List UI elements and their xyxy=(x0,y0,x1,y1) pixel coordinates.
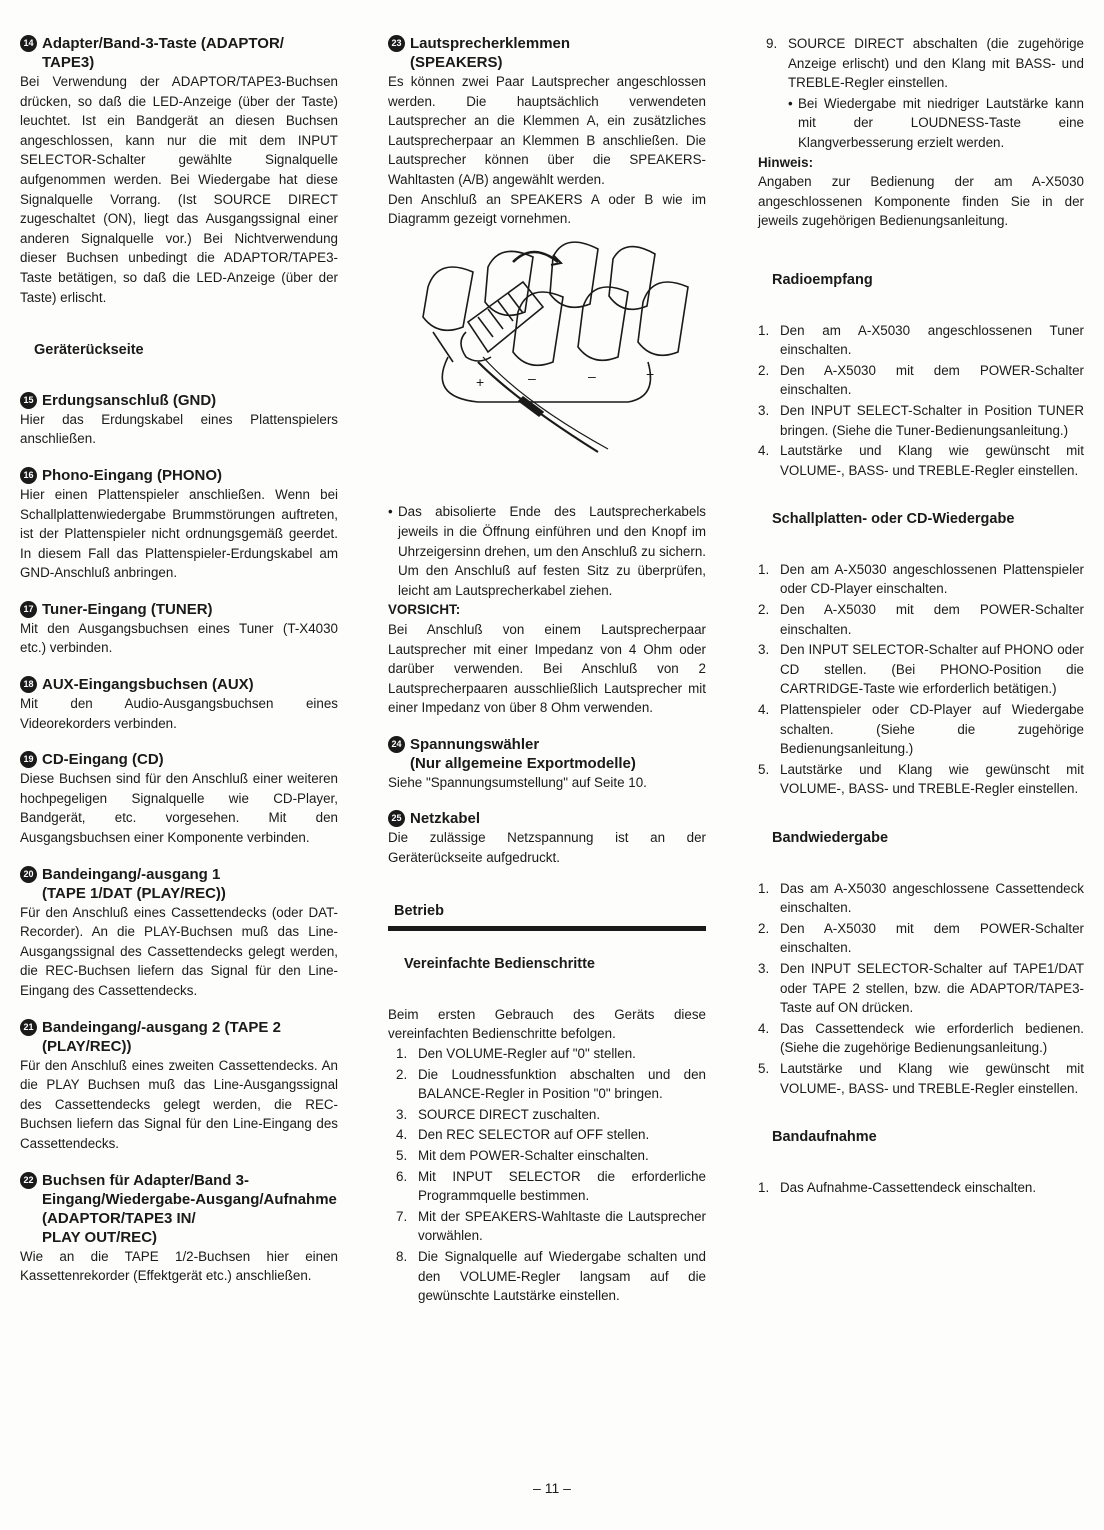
list-item xyxy=(758,560,1084,599)
step-text: Den A-X5030 mit dem POWER-Schalter einschalten. xyxy=(780,920,1084,956)
caution-text: Bei Anschluß von einem Lautsprecherpaar Lautsprecher mit einer Impedanz von 4 Ohm oder darüber verwenden. Bei Anschluß von 2 Lautsprecherpaaren ausschließlich Lautsprecher mit einer Impedanz von über 8 Ohm verwenden. xyxy=(388,621,706,716)
bullet-text: Das abisolierte Ende des Lautsprecherkabels jeweils in die Öffnung einführen und den Knopf im Uhrzeigersinn drehen, um den Anschluß zu sichern. Um den Anschluß auf festen Sitz zu überprüfen, leicht am Lautsprecherkabel ziehen. xyxy=(398,504,706,598)
list-item xyxy=(396,1146,706,1166)
note-text: Angaben zur Bedienung der am A-X5030 angeschlossenen Komponente finden Sie in der jeweils zugehörigen Bedienungsanleitung. xyxy=(758,174,1084,229)
step-number: 4. xyxy=(758,1020,770,1036)
list-item xyxy=(396,1065,706,1104)
item-heading: Tuner-Eingang (TUNER) xyxy=(42,600,213,618)
bullet-text: Bei Wiedergabe mit niedriger Lautstärke kann mit der LOUDNESS-Taste eine Klangverbesserung erzielt werden. xyxy=(798,95,1084,150)
number-badge-24: 24 xyxy=(388,736,405,753)
section-heading-radio: Radioempfang xyxy=(772,271,873,288)
step-text: Den A-X5030 mit dem POWER-Schalter einschalten. xyxy=(780,362,1084,398)
step-number: 2. xyxy=(396,1066,408,1082)
bullet-note: • Das abisolierte Ende des Lautsprecherkabels jeweils in die Öffnung einführen und den Knopf im Uhrzeigersinn drehen, um den Anschluß zu sichern. Um den Anschluß auf festen Sitz zu überprüfen, leicht am Lautsprecherkabel ziehen. xyxy=(388,502,706,600)
item-text: Für den Anschluß eines zweiten Cassettendecks. An die PLAY Buchsen muß das Line-Ausgangssignal des Cassettendecks gelegt werden, die REC-Buchsen liefern das Signal für den Line-Eingang des Cassettendecks. xyxy=(20,1057,338,1151)
section-heading-records: Schallplatten- oder CD-Wiedergabe xyxy=(772,511,1015,528)
item-text: Siehe "Spannungsumstellung" auf Seite 10. xyxy=(388,774,647,790)
subsection-heading-simple-steps: Vereinfachte Bedienschritte xyxy=(404,956,595,973)
step-text: SOURCE DIRECT zuschalten. xyxy=(418,1106,601,1122)
step-text: Die Signalquelle auf Wiedergabe schalten und den VOLUME-Regler langsam auf die gewünschte Lautstärke einstellen. xyxy=(418,1248,706,1304)
item-15 xyxy=(20,391,338,449)
list-item: 9. SOURCE DIRECT abschalten (die zugehörige Anzeige erlischt) und den Klang mit BASS- und TREBLE-Regler einstellen. xyxy=(766,36,1084,91)
item-heading: Erdungsanschluß (GND) xyxy=(42,391,217,409)
item-heading: AUX-Eingangsbuchsen (AUX) xyxy=(42,676,254,694)
number-badge-17: 17 xyxy=(20,601,37,618)
list-item xyxy=(758,959,1084,1018)
item-text: Mit den Ausgangsbuchsen eines Tuner (T-X4030 etc.) verbinden. xyxy=(20,620,338,656)
number-badge-16: 16 xyxy=(20,467,37,484)
tape-rec-steps-list xyxy=(758,1178,1084,1198)
simple-steps-list xyxy=(396,1044,706,1306)
number-badge-19: 19 xyxy=(20,751,37,768)
list-item xyxy=(396,1207,706,1246)
item-text: Es können zwei Paar Lautsprecher angeschlossen werden. Die hauptsächlich verwendeten Lautsprecher an die Klemmen A, ein zusätzliches Lautsprecherpaar an Klemmen B anschließen. Die Lautsprecher können über die SPEAKERS-Wahltasten (A/B) angewählt werden. Den Anschluß an SPEAKERS A oder B wie im Diagramm gezeigt vornehmen. xyxy=(388,74,706,227)
list-item xyxy=(758,1059,1084,1098)
list-item xyxy=(758,600,1084,639)
step-text: Den INPUT SELECTOR-Schalter auf TAPE1/DAT oder TAPE 2 stellen, bzw. die ADAPTOR/TAPE3-Taste auf ON drücken. xyxy=(780,960,1084,1016)
list-item xyxy=(758,640,1084,699)
list-item xyxy=(758,361,1084,400)
step-number: 6. xyxy=(396,1168,408,1184)
item-14 xyxy=(20,34,338,307)
item-21 xyxy=(20,1018,338,1154)
step-number: 1. xyxy=(758,561,770,577)
step-text: Den INPUT SELECTOR-Schalter auf PHONO oder CD stellen. (Bei PHONO-Position die CARTRIDGE-Taste wie erforderlich betätigen.) xyxy=(780,642,1084,697)
number-badge-18: 18 xyxy=(20,676,37,693)
list-item xyxy=(758,321,1084,360)
bullet-note: • Bei Wiedergabe mit niedriger Lautstärke kann mit der LOUDNESS-Taste eine Klangverbesserung erzielt werden. xyxy=(788,94,1084,153)
step-number: 5. xyxy=(396,1148,408,1163)
item-24 xyxy=(388,735,706,793)
step-number: 4. xyxy=(758,702,770,718)
section-heading-tape-play: Bandwiedergabe xyxy=(772,830,889,846)
svg-text:–: – xyxy=(528,369,536,386)
item-text: Mit den Audio-Ausgangsbuchsen eines Videorekorders verbinden. xyxy=(20,696,338,731)
section-heading-rear: Geräterückseite xyxy=(34,342,144,359)
step-text: Den am A-X5030 angeschlossenen Plattenspieler oder CD-Player einschalten. xyxy=(780,561,1084,597)
list-item xyxy=(758,401,1084,440)
item-text: Hier einen Plattenspieler anschließen. Wenn bei Schallplattenwiedergabe Brummstörungen auftreten, ist der Plattenspieler nicht ordnungsgemäß geerdet. In diesem Fall das Plattenspieler-Erdungskabel am GND-Anschluß anbringen. xyxy=(20,486,338,581)
number-badge-25: 25 xyxy=(388,810,405,827)
item-heading: CD-Eingang (CD) xyxy=(42,751,164,769)
column-right xyxy=(758,34,1084,1198)
item-heading: Netzkabel xyxy=(410,810,481,828)
step-number: 3. xyxy=(758,402,770,418)
step-number: 3. xyxy=(396,1106,408,1122)
step-text: Mit der SPEAKERS-Wahltaste die Lautsprecher vorwählen. xyxy=(418,1208,706,1244)
svg-text:+: + xyxy=(476,373,485,390)
item-text: Die zulässige Netzspannung ist an der Geräterückseite aufgedruckt. xyxy=(388,830,706,866)
speaker-terminal-diagram xyxy=(388,237,706,493)
item-19 xyxy=(20,750,338,847)
step-text: Lautstärke und Klang wie gewünscht mit VOLUME-, BASS- und TREBLE-Regler einstellen. xyxy=(780,761,1084,797)
number-badge-23: 23 xyxy=(388,35,405,52)
step-text: Lautstärke und Klang wie gewünscht mit VOLUME-, BASS- und TREBLE-Regler einstellen. xyxy=(780,443,1084,478)
step-text: Das Cassettendeck wie erforderlich bedienen. (Siehe die zugehörige Bedienungsanleitung.) xyxy=(780,1020,1084,1056)
column-left xyxy=(20,34,338,1303)
section-heading-tape-rec: Bandaufnahme xyxy=(772,1129,877,1146)
records-steps-list xyxy=(758,560,1084,799)
list-item xyxy=(758,1178,1084,1198)
note-title: Hinweis: xyxy=(758,154,814,170)
step-text: Das Aufnahme-Cassettendeck einschalten. xyxy=(780,1179,1037,1195)
list-item xyxy=(396,1044,706,1064)
section-heading-operation: Betrieb xyxy=(388,902,706,932)
item-heading: Bandeingang/-ausgang 1 (TAPE 1/DAT (PLAY/REC)) xyxy=(42,865,226,902)
svg-text:+: + xyxy=(646,365,655,382)
item-18 xyxy=(20,675,338,733)
item-heading: Bandeingang/-ausgang 2 (TAPE 2 (PLAY/REC)) xyxy=(42,1018,281,1055)
step-text: Den REC SELECTOR auf OFF stellen. xyxy=(418,1127,650,1143)
step-text: Das am A-X5030 angeschlossene Cassettendeck einschalten. xyxy=(780,880,1084,916)
step-text: Mit INPUT SELECTOR die erforderliche Programmquelle bestimmen. xyxy=(418,1168,706,1204)
page-number: – 11 – xyxy=(533,1480,571,1496)
item-20 xyxy=(20,865,338,1001)
item-22 xyxy=(20,1171,338,1286)
radio-steps-list xyxy=(758,321,1084,481)
step-number: 7. xyxy=(396,1208,408,1224)
item-text: Für den Anschluß eines Cassettendecks (oder DAT-Recorder). An die PLAY-Buchsen muß das Line-Ausgangssignal des Cassettendecks gelegt werden, die REC-Buchsen liefern das Signal für den Line-Eingang des Cassettendecks. xyxy=(20,904,338,998)
step-number: 1. xyxy=(758,880,770,896)
item-25 xyxy=(388,809,706,867)
step-text: Mit dem POWER-Schalter einschalten. xyxy=(418,1148,649,1163)
step-number: 2. xyxy=(758,920,770,936)
item-heading: Buchsen für Adapter/Band 3-Eingang/Wiedergabe-Ausgang/Aufnahme (ADAPTOR/TAPE3 IN/ PLAY OUT/REC) xyxy=(42,1171,337,1246)
step-number: 4. xyxy=(396,1127,408,1143)
step-number: 4. xyxy=(758,443,770,459)
number-badge-15: 15 xyxy=(20,392,37,409)
step-text: Den A-X5030 mit dem POWER-Schalter einschalten. xyxy=(780,602,1084,637)
number-badge-21: 21 xyxy=(20,1019,37,1036)
item-text: Diese Buchsen sind für den Anschluß einer weiteren hochpegeligen Signalquelle wie CD-Player, Bandgerät, etc. vorgesehen. Mit den Ausgangsbuchsen einer Komponente verbinden. xyxy=(20,771,338,846)
item-heading: Phono-Eingang (PHONO) xyxy=(42,466,222,484)
tape-play-steps-list xyxy=(758,879,1084,1099)
item-23 xyxy=(388,34,706,229)
list-item xyxy=(396,1247,706,1306)
list-item xyxy=(758,700,1084,759)
list-item xyxy=(396,1105,706,1125)
item-16 xyxy=(20,466,338,583)
step-number: 5. xyxy=(758,761,770,777)
column-middle xyxy=(388,34,706,1307)
list-item xyxy=(396,1125,706,1145)
item-text: Wie an die TAPE 1/2-Buchsen hier einen Kassettenrekorder (Effektgerät etc.) anschließen. xyxy=(20,1248,338,1284)
intro-text: Beim ersten Gebrauch des Geräts diese vereinfachten Bedienschritte befolgen. xyxy=(388,1006,706,1042)
item-heading: Lautsprecherklemmen (SPEAKERS) xyxy=(410,35,571,71)
step-number: 5. xyxy=(758,1060,770,1076)
step-number: 3. xyxy=(758,642,770,658)
list-item xyxy=(758,760,1084,799)
number-badge-14: 14 xyxy=(20,35,37,52)
item-text: Hier das Erdungskabel eines Plattenspielers anschließen. xyxy=(20,411,338,447)
item-heading: Spannungswähler (Nur allgemeine Exportmodelle) xyxy=(410,735,636,772)
step-number: 3. xyxy=(758,960,770,976)
svg-text:–: – xyxy=(588,367,596,384)
number-badge-22: 22 xyxy=(20,1172,37,1189)
step-number: 1. xyxy=(758,322,770,338)
step-9-list xyxy=(766,34,1084,93)
item-heading: Adapter/Band-3-Taste (ADAPTOR/ TAPE3) xyxy=(42,35,284,71)
step-number: 2. xyxy=(758,362,770,378)
step-text: Den am A-X5030 angeschlossenen Tuner einschalten. xyxy=(780,322,1084,358)
list-item xyxy=(396,1167,706,1206)
step-text: Die Loudnessfunktion abschalten und den BALANCE-Regler in Position "0" bringen. xyxy=(418,1066,706,1102)
caution-title: VORSICHT: xyxy=(388,602,461,618)
number-badge-20: 20 xyxy=(20,866,37,883)
step-text: Plattenspieler oder CD-Player auf Wiedergabe schalten. (Siehe die zugehörige Bedienungsanleitung.) xyxy=(780,702,1084,757)
list-item xyxy=(758,879,1084,918)
list-item xyxy=(758,919,1084,958)
speaker-terminal-illustration xyxy=(388,237,706,487)
step-number: 2. xyxy=(758,602,770,618)
step-number: 1. xyxy=(396,1046,408,1062)
list-item xyxy=(758,1019,1084,1058)
step-number: 8. xyxy=(396,1248,408,1264)
step-text: Den INPUT SELECT-Schalter in Position TUNER bringen. (Siehe die Tuner-Bedienungsanleitung.) xyxy=(780,402,1084,438)
item-text: Bei Verwendung der ADAPTOR/TAPE3-Buchsen drücken, so daß die LED-Anzeige (über der Taste) leuchtet. Ist ein Bandgerät an diesen Buchsen angeschlossen, kann nur die mit dem INPUT SELECTOR-Schalter gewählte Signalquelle aufgenommen werden. Bei Wiedergabe hat diese Signalquelle Vorrang. (Ist SOURCE DIRECT zugeschaltet (ON), liegt das Ausgangssignal einer anderen Signalquelle vor.) Bei Nichtverwendung dieser Buchsen unbedingt die ADAPTOR/TAPE3-Taste betätigen, so daß die LED-Anzeige (über der Taste) erlischt. xyxy=(20,74,338,305)
step-number: 1. xyxy=(758,1179,770,1195)
item-17 xyxy=(20,600,338,658)
step-text: Lautstärke und Klang wie gewünscht mit VOLUME-, BASS- und TREBLE-Regler einstellen. xyxy=(780,1060,1084,1096)
list-item xyxy=(758,441,1084,480)
step-text: Den VOLUME-Regler auf "0" stellen. xyxy=(418,1046,636,1062)
